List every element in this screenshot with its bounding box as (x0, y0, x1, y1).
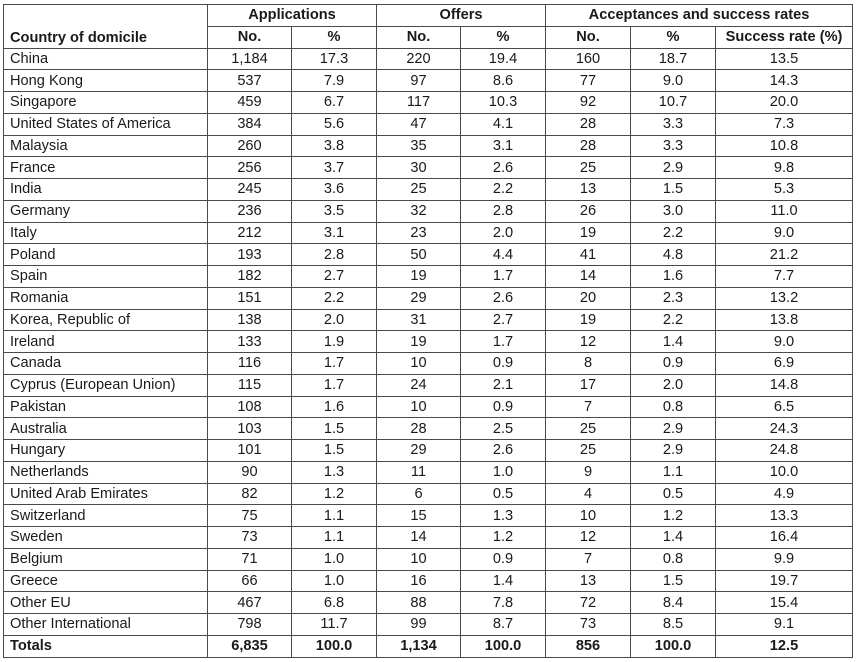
cell-offers-pct: 4.4 (461, 244, 546, 266)
cell-applications-pct: 2.7 (292, 266, 377, 288)
cell-country: Switzerland (4, 505, 208, 527)
cell-applications-pct: 17.3 (292, 48, 377, 70)
cell-offers-pct: 2.6 (461, 157, 546, 179)
cell-acceptances-no: 14 (546, 266, 631, 288)
cell-offers-no: 16 (377, 570, 461, 592)
cell-acceptances-no: 28 (546, 113, 631, 135)
header-row-groups (4, 5, 853, 27)
cell-country: Italy (4, 222, 208, 244)
cell-country: France (4, 157, 208, 179)
cell-acceptances-no: 25 (546, 440, 631, 462)
totals-acceptances-no: 856 (546, 635, 631, 657)
cell-success-rate: 24.8 (716, 440, 853, 462)
cell-acceptances-pct: 3.0 (631, 200, 716, 222)
cell-applications-no: 101 (208, 440, 292, 462)
cell-applications-no: 71 (208, 548, 292, 570)
table-row (4, 222, 853, 244)
cell-applications-pct: 1.1 (292, 505, 377, 527)
cell-country: United Arab Emirates (4, 483, 208, 505)
cell-country: Sweden (4, 527, 208, 549)
table-row (4, 527, 853, 549)
cell-acceptances-pct: 3.3 (631, 135, 716, 157)
cell-country: Spain (4, 266, 208, 288)
cell-offers-no: 28 (377, 418, 461, 440)
header-success-rate: Success rate (%) (716, 26, 853, 48)
table-row (4, 548, 853, 570)
cell-applications-pct: 7.9 (292, 70, 377, 92)
cell-acceptances-pct: 4.8 (631, 244, 716, 266)
cell-acceptances-pct: 2.2 (631, 222, 716, 244)
cell-acceptances-no: 92 (546, 92, 631, 114)
cell-success-rate: 16.4 (716, 527, 853, 549)
table-container (3, 4, 853, 658)
table-row (4, 179, 853, 201)
header-offers: Offers (377, 5, 546, 27)
cell-offers-pct: 1.7 (461, 266, 546, 288)
cell-offers-no: 97 (377, 70, 461, 92)
cell-offers-no: 32 (377, 200, 461, 222)
cell-applications-no: 116 (208, 353, 292, 375)
cell-acceptances-pct: 2.2 (631, 309, 716, 331)
header-applications-pct: % (292, 26, 377, 48)
cell-offers-no: 88 (377, 592, 461, 614)
cell-applications-pct: 5.6 (292, 113, 377, 135)
header-applications: Applications (208, 5, 377, 27)
cell-acceptances-no: 12 (546, 331, 631, 353)
cell-offers-pct: 4.1 (461, 113, 546, 135)
cell-success-rate: 13.5 (716, 48, 853, 70)
cell-success-rate: 13.8 (716, 309, 853, 331)
cell-acceptances-no: 8 (546, 353, 631, 375)
cell-applications-pct: 2.2 (292, 287, 377, 309)
cell-offers-no: 29 (377, 440, 461, 462)
header-acceptances-no: No. (546, 26, 631, 48)
cell-offers-pct: 2.8 (461, 200, 546, 222)
header-country: Country of domicile (4, 5, 208, 49)
cell-country: India (4, 179, 208, 201)
cell-offers-no: 19 (377, 331, 461, 353)
cell-offers-pct: 2.0 (461, 222, 546, 244)
cell-applications-no: 103 (208, 418, 292, 440)
cell-applications-no: 256 (208, 157, 292, 179)
table-row (4, 287, 853, 309)
cell-applications-pct: 1.1 (292, 527, 377, 549)
cell-success-rate: 15.4 (716, 592, 853, 614)
cell-country: Canada (4, 353, 208, 375)
cell-success-rate: 4.9 (716, 483, 853, 505)
table-row (4, 353, 853, 375)
header-offers-no: No. (377, 26, 461, 48)
cell-country: Other EU (4, 592, 208, 614)
cell-success-rate: 13.2 (716, 287, 853, 309)
cell-country: Korea, Republic of (4, 309, 208, 331)
table-row (4, 92, 853, 114)
cell-offers-pct: 2.6 (461, 440, 546, 462)
totals-offers-pct: 100.0 (461, 635, 546, 657)
table-row (4, 396, 853, 418)
header-acceptances-pct: % (631, 26, 716, 48)
cell-applications-no: 245 (208, 179, 292, 201)
cell-offers-pct: 19.4 (461, 48, 546, 70)
cell-country: Hungary (4, 440, 208, 462)
cell-offers-pct: 1.3 (461, 505, 546, 527)
cell-applications-pct: 3.5 (292, 200, 377, 222)
cell-acceptances-no: 19 (546, 222, 631, 244)
table-body (4, 48, 853, 635)
cell-success-rate: 14.8 (716, 374, 853, 396)
cell-applications-no: 384 (208, 113, 292, 135)
cell-offers-pct: 0.9 (461, 548, 546, 570)
cell-acceptances-pct: 1.5 (631, 179, 716, 201)
cell-country: Pakistan (4, 396, 208, 418)
cell-offers-pct: 2.6 (461, 287, 546, 309)
cell-applications-pct: 1.0 (292, 570, 377, 592)
cell-country: Malaysia (4, 135, 208, 157)
totals-applications-no: 6,835 (208, 635, 292, 657)
cell-applications-pct: 3.7 (292, 157, 377, 179)
cell-acceptances-no: 12 (546, 527, 631, 549)
table-row (4, 461, 853, 483)
cell-offers-pct: 2.1 (461, 374, 546, 396)
cell-acceptances-pct: 9.0 (631, 70, 716, 92)
cell-acceptances-no: 73 (546, 614, 631, 636)
cell-success-rate: 9.0 (716, 222, 853, 244)
table-row (4, 244, 853, 266)
table-row (4, 113, 853, 135)
cell-country: Netherlands (4, 461, 208, 483)
cell-applications-pct: 1.7 (292, 353, 377, 375)
cell-acceptances-pct: 8.5 (631, 614, 716, 636)
table-row (4, 266, 853, 288)
cell-success-rate: 7.7 (716, 266, 853, 288)
cell-acceptances-no: 9 (546, 461, 631, 483)
cell-success-rate: 13.3 (716, 505, 853, 527)
cell-country: Cyprus (European Union) (4, 374, 208, 396)
cell-applications-pct: 6.8 (292, 592, 377, 614)
totals-acceptances-pct: 100.0 (631, 635, 716, 657)
cell-offers-no: 47 (377, 113, 461, 135)
cell-applications-no: 467 (208, 592, 292, 614)
cell-acceptances-pct: 10.7 (631, 92, 716, 114)
cell-applications-no: 193 (208, 244, 292, 266)
table-row (4, 483, 853, 505)
cell-acceptances-pct: 8.4 (631, 592, 716, 614)
header-offers-pct: % (461, 26, 546, 48)
cell-success-rate: 9.8 (716, 157, 853, 179)
table-row (4, 135, 853, 157)
cell-success-rate: 6.9 (716, 353, 853, 375)
cell-applications-no: 115 (208, 374, 292, 396)
cell-applications-pct: 1.9 (292, 331, 377, 353)
cell-acceptances-pct: 1.6 (631, 266, 716, 288)
cell-offers-pct: 1.0 (461, 461, 546, 483)
table-row (4, 614, 853, 636)
cell-applications-pct: 1.5 (292, 418, 377, 440)
table-row (4, 70, 853, 92)
cell-offers-no: 11 (377, 461, 461, 483)
cell-offers-pct: 2.5 (461, 418, 546, 440)
table-row (4, 48, 853, 70)
cell-applications-no: 66 (208, 570, 292, 592)
cell-offers-pct: 7.8 (461, 592, 546, 614)
cell-applications-no: 236 (208, 200, 292, 222)
cell-acceptances-no: 17 (546, 374, 631, 396)
cell-country: Singapore (4, 92, 208, 114)
cell-offers-no: 19 (377, 266, 461, 288)
cell-success-rate: 20.0 (716, 92, 853, 114)
table-row (4, 505, 853, 527)
totals-row (4, 635, 853, 657)
cell-offers-no: 117 (377, 92, 461, 114)
cell-success-rate: 11.0 (716, 200, 853, 222)
cell-country: Australia (4, 418, 208, 440)
table-row (4, 418, 853, 440)
table-row (4, 570, 853, 592)
cell-applications-pct: 1.7 (292, 374, 377, 396)
table-row (4, 200, 853, 222)
cell-offers-pct: 0.9 (461, 396, 546, 418)
cell-acceptances-no: 26 (546, 200, 631, 222)
cell-offers-pct: 8.6 (461, 70, 546, 92)
totals-offers-no: 1,134 (377, 635, 461, 657)
cell-offers-no: 10 (377, 548, 461, 570)
cell-offers-no: 99 (377, 614, 461, 636)
cell-acceptances-pct: 2.9 (631, 418, 716, 440)
cell-applications-pct: 11.7 (292, 614, 377, 636)
cell-applications-pct: 3.1 (292, 222, 377, 244)
cell-acceptances-pct: 1.4 (631, 527, 716, 549)
cell-country: United States of America (4, 113, 208, 135)
cell-country: Hong Kong (4, 70, 208, 92)
cell-applications-no: 133 (208, 331, 292, 353)
cell-offers-pct: 0.9 (461, 353, 546, 375)
cell-offers-no: 24 (377, 374, 461, 396)
cell-success-rate: 19.7 (716, 570, 853, 592)
cell-acceptances-no: 72 (546, 592, 631, 614)
cell-offers-pct: 8.7 (461, 614, 546, 636)
cell-applications-no: 75 (208, 505, 292, 527)
cell-offers-no: 35 (377, 135, 461, 157)
cell-applications-no: 798 (208, 614, 292, 636)
table-row (4, 374, 853, 396)
cell-applications-no: 212 (208, 222, 292, 244)
cell-offers-pct: 0.5 (461, 483, 546, 505)
cell-acceptances-no: 77 (546, 70, 631, 92)
cell-offers-pct: 2.7 (461, 309, 546, 331)
cell-acceptances-no: 4 (546, 483, 631, 505)
cell-country: Poland (4, 244, 208, 266)
cell-acceptances-no: 7 (546, 396, 631, 418)
cell-acceptances-pct: 2.9 (631, 157, 716, 179)
cell-acceptances-pct: 1.5 (631, 570, 716, 592)
table-row (4, 592, 853, 614)
cell-success-rate: 6.5 (716, 396, 853, 418)
cell-acceptances-no: 41 (546, 244, 631, 266)
cell-applications-pct: 1.2 (292, 483, 377, 505)
cell-country: Belgium (4, 548, 208, 570)
cell-acceptances-pct: 0.9 (631, 353, 716, 375)
cell-success-rate: 10.0 (716, 461, 853, 483)
cell-acceptances-pct: 1.2 (631, 505, 716, 527)
cell-applications-no: 82 (208, 483, 292, 505)
cell-offers-pct: 1.7 (461, 331, 546, 353)
cell-acceptances-pct: 0.5 (631, 483, 716, 505)
cell-offers-pct: 3.1 (461, 135, 546, 157)
cell-country: China (4, 48, 208, 70)
table-row (4, 157, 853, 179)
cell-success-rate: 9.1 (716, 614, 853, 636)
cell-applications-no: 138 (208, 309, 292, 331)
cell-acceptances-no: 13 (546, 179, 631, 201)
cell-applications-no: 537 (208, 70, 292, 92)
table-row (4, 440, 853, 462)
cell-applications-no: 108 (208, 396, 292, 418)
cell-applications-pct: 1.6 (292, 396, 377, 418)
cell-offers-no: 25 (377, 179, 461, 201)
cell-acceptances-no: 25 (546, 418, 631, 440)
totals-label: Totals (4, 635, 208, 657)
cell-applications-pct: 3.6 (292, 179, 377, 201)
cell-acceptances-no: 28 (546, 135, 631, 157)
cell-acceptances-no: 20 (546, 287, 631, 309)
cell-offers-no: 23 (377, 222, 461, 244)
cell-offers-no: 10 (377, 353, 461, 375)
cell-applications-no: 1,184 (208, 48, 292, 70)
cell-offers-no: 10 (377, 396, 461, 418)
cell-success-rate: 7.3 (716, 113, 853, 135)
cell-applications-no: 90 (208, 461, 292, 483)
cell-acceptances-pct: 0.8 (631, 396, 716, 418)
cell-country: Other International (4, 614, 208, 636)
cell-applications-pct: 2.0 (292, 309, 377, 331)
country-statistics-table (3, 4, 853, 658)
cell-country: Greece (4, 570, 208, 592)
cell-acceptances-pct: 2.3 (631, 287, 716, 309)
cell-country: Germany (4, 200, 208, 222)
cell-offers-no: 220 (377, 48, 461, 70)
cell-acceptances-pct: 0.8 (631, 548, 716, 570)
cell-success-rate: 24.3 (716, 418, 853, 440)
cell-success-rate: 9.9 (716, 548, 853, 570)
cell-acceptances-no: 10 (546, 505, 631, 527)
cell-offers-no: 50 (377, 244, 461, 266)
cell-acceptances-no: 13 (546, 570, 631, 592)
cell-applications-pct: 1.0 (292, 548, 377, 570)
cell-offers-no: 15 (377, 505, 461, 527)
cell-acceptances-pct: 2.9 (631, 440, 716, 462)
cell-acceptances-no: 160 (546, 48, 631, 70)
cell-offers-no: 14 (377, 527, 461, 549)
cell-offers-no: 29 (377, 287, 461, 309)
cell-success-rate: 10.8 (716, 135, 853, 157)
cell-applications-no: 151 (208, 287, 292, 309)
cell-applications-no: 459 (208, 92, 292, 114)
cell-country: Romania (4, 287, 208, 309)
cell-acceptances-pct: 1.4 (631, 331, 716, 353)
cell-offers-pct: 1.4 (461, 570, 546, 592)
cell-success-rate: 21.2 (716, 244, 853, 266)
header-applications-no: No. (208, 26, 292, 48)
cell-acceptances-no: 7 (546, 548, 631, 570)
totals-applications-pct: 100.0 (292, 635, 377, 657)
cell-applications-no: 260 (208, 135, 292, 157)
cell-applications-no: 182 (208, 266, 292, 288)
cell-success-rate: 5.3 (716, 179, 853, 201)
cell-offers-pct: 10.3 (461, 92, 546, 114)
cell-offers-no: 6 (377, 483, 461, 505)
cell-acceptances-no: 19 (546, 309, 631, 331)
cell-acceptances-pct: 1.1 (631, 461, 716, 483)
cell-offers-pct: 2.2 (461, 179, 546, 201)
cell-offers-no: 31 (377, 309, 461, 331)
cell-applications-pct: 6.7 (292, 92, 377, 114)
cell-applications-pct: 2.8 (292, 244, 377, 266)
cell-acceptances-no: 25 (546, 157, 631, 179)
cell-applications-pct: 3.8 (292, 135, 377, 157)
table-row (4, 331, 853, 353)
totals-success-rate: 12.5 (716, 635, 853, 657)
cell-applications-no: 73 (208, 527, 292, 549)
cell-country: Ireland (4, 331, 208, 353)
cell-offers-no: 30 (377, 157, 461, 179)
cell-offers-pct: 1.2 (461, 527, 546, 549)
cell-acceptances-pct: 2.0 (631, 374, 716, 396)
cell-success-rate: 14.3 (716, 70, 853, 92)
cell-applications-pct: 1.3 (292, 461, 377, 483)
cell-success-rate: 9.0 (716, 331, 853, 353)
cell-acceptances-pct: 18.7 (631, 48, 716, 70)
header-acceptances: Acceptances and success rates (546, 5, 853, 27)
cell-acceptances-pct: 3.3 (631, 113, 716, 135)
cell-applications-pct: 1.5 (292, 440, 377, 462)
table-row (4, 309, 853, 331)
